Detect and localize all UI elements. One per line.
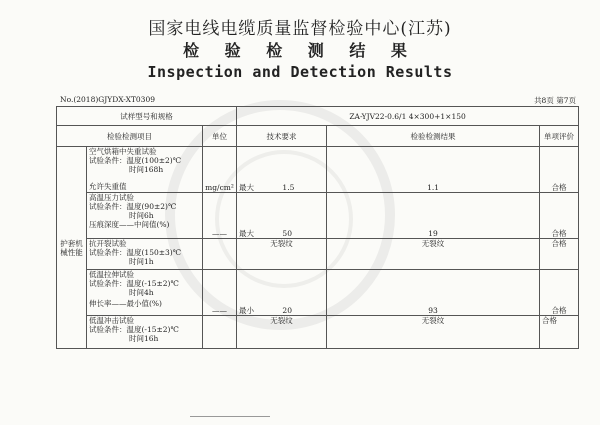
unit-cell: mg/cm² bbox=[203, 147, 237, 193]
model-label: 试样型号和规格 bbox=[57, 107, 237, 126]
test-condition: 试验条件：温度(-15±2)℃ bbox=[89, 279, 179, 288]
table-row bbox=[57, 270, 579, 316]
page-title-en: Inspection and Detection Results bbox=[147, 63, 453, 81]
result-cell: 无裂纹 bbox=[327, 239, 540, 270]
test-condition: 试验条件：温度(150±3)℃ bbox=[89, 248, 182, 257]
req-prefix: 最大 bbox=[239, 183, 255, 192]
page-info: 共8页 第7页 bbox=[534, 96, 576, 105]
test-condition: 试验条件：温度(-15±2)℃ bbox=[89, 325, 179, 334]
result-cell: 无裂纹 bbox=[327, 316, 540, 349]
page-title: 检 验 检 测 结 果 bbox=[183, 41, 417, 60]
result-cell: 19 bbox=[327, 193, 540, 239]
results-table bbox=[56, 106, 579, 349]
result-cell: 93 bbox=[327, 270, 540, 316]
unit-cell bbox=[203, 239, 237, 270]
header-result: 检验检测结果 bbox=[327, 126, 540, 147]
result-cell: 1.1 bbox=[327, 147, 540, 193]
req-value: 20 bbox=[282, 306, 292, 315]
header-unit: 单位 bbox=[203, 126, 237, 147]
unit-cell bbox=[203, 316, 237, 349]
header-row bbox=[57, 126, 579, 147]
model-row bbox=[57, 107, 579, 126]
test-duration: 时间16h bbox=[129, 334, 159, 343]
eval-cell: 合格 bbox=[540, 316, 579, 349]
unit-cell: —— bbox=[203, 270, 237, 316]
test-condition: 试验条件：温度(100±2)℃ bbox=[89, 156, 182, 165]
test-name: 空气烘箱中失重试验 bbox=[89, 147, 157, 156]
req-value: 1.5 bbox=[282, 183, 295, 192]
table-row bbox=[57, 147, 579, 193]
eval-cell: 合格 bbox=[540, 239, 579, 270]
eval-cell: 合格 bbox=[540, 147, 579, 193]
table-row bbox=[57, 239, 579, 270]
header-eval: 单项评价 bbox=[540, 126, 579, 147]
req-prefix: 最小 bbox=[239, 306, 255, 315]
test-name: 抗开裂试验 bbox=[89, 239, 127, 248]
test-name: 高温压力试验 bbox=[89, 193, 134, 202]
test-duration: 时间4h bbox=[129, 288, 154, 297]
model-value: ZA-YJV22-0.6/1 4×300+1×150 bbox=[237, 107, 579, 126]
test-name: 低温冲击试验 bbox=[89, 316, 134, 325]
test-criterion: 伸长率——最小值(%) bbox=[89, 299, 162, 308]
req-value: 50 bbox=[282, 229, 292, 238]
req-cell: 无裂纹 bbox=[237, 316, 327, 349]
test-criterion: 压痕深度——中间值(%) bbox=[89, 220, 170, 229]
footer-divider bbox=[190, 416, 270, 423]
test-name: 低温拉伸试验 bbox=[89, 270, 134, 279]
req-cell bbox=[237, 193, 327, 239]
req-cell: 无裂纹 bbox=[237, 239, 327, 270]
eval-cell: 合格 bbox=[540, 193, 579, 239]
org-title: 国家电线电缆质量监督检验中心(江苏) bbox=[148, 19, 452, 39]
req-cell bbox=[237, 270, 327, 316]
header-item: 检验检测项目 bbox=[57, 126, 203, 147]
req-prefix: 最大 bbox=[239, 229, 255, 238]
test-duration: 时间168h bbox=[129, 165, 164, 174]
table-row bbox=[57, 193, 579, 239]
report-number: No.(2018)GJYDX-XT0309 bbox=[60, 95, 155, 104]
eval-cell: 合格 bbox=[540, 270, 579, 316]
req-cell bbox=[237, 147, 327, 193]
unit-cell: —— bbox=[203, 193, 237, 239]
table-row bbox=[57, 316, 579, 349]
header-req: 技术要求 bbox=[237, 126, 327, 147]
test-condition: 试验条件：温度(90±2)℃ bbox=[89, 202, 177, 211]
test-criterion: 允许失重值 bbox=[89, 182, 127, 191]
test-duration: 时间6h bbox=[129, 211, 154, 220]
test-duration: 时间1h bbox=[129, 257, 154, 266]
category-cell: 护套机械性能 bbox=[57, 147, 87, 349]
